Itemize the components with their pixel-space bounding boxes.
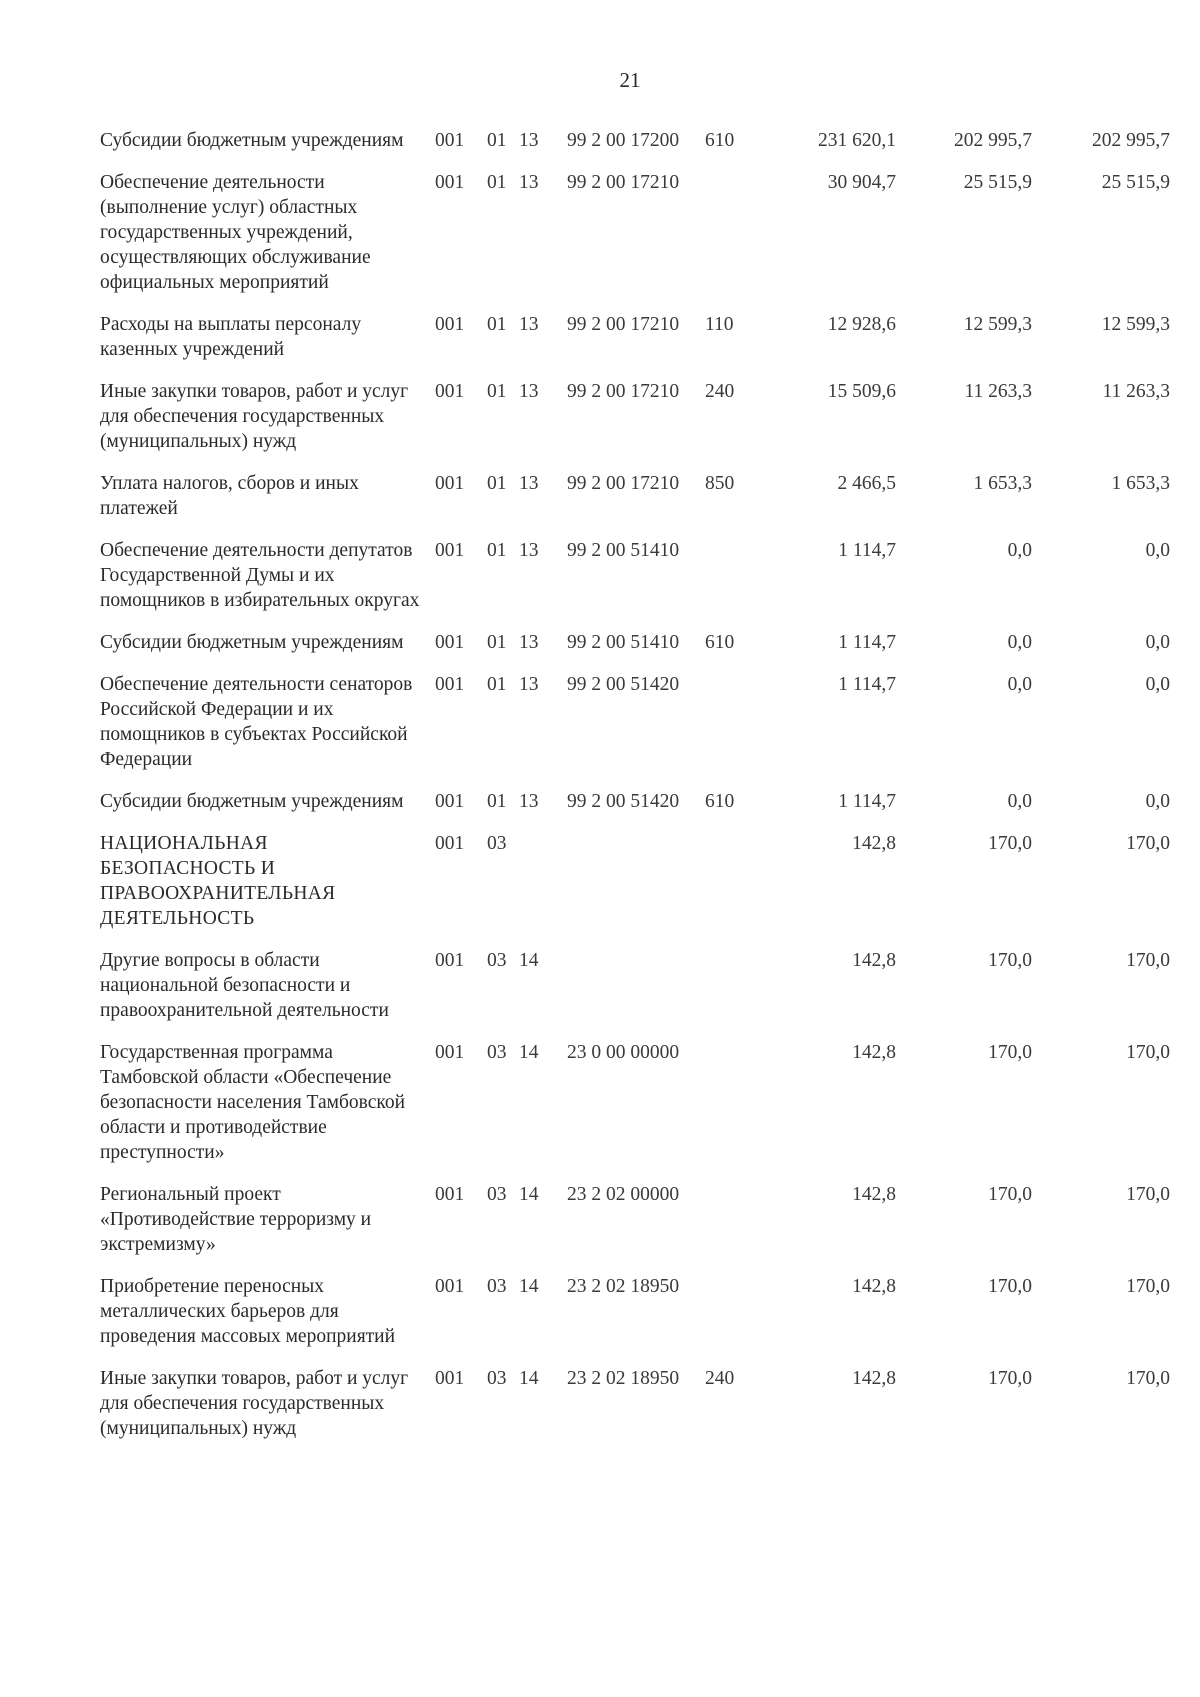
amount-year-3: 0,0	[1145, 674, 1170, 695]
table-row-section-heading	[100, 831, 1170, 948]
section-code: 01	[487, 674, 507, 695]
expense-type-code: 850	[705, 473, 735, 494]
expense-name: Субсидии бюджетным учреждениям	[100, 130, 404, 151]
subsection-code: 13	[519, 314, 539, 335]
amount-year-1: 231 620,1	[818, 130, 896, 151]
target-article-code: 23 0 00 00000	[567, 1042, 680, 1063]
amount-year-1: 12 928,6	[827, 314, 896, 335]
expense-type-code: 240	[705, 1368, 735, 1389]
target-article-code: 99 2 00 51410	[567, 540, 680, 561]
ministry-code: 001	[435, 540, 465, 561]
table-row	[100, 1366, 1170, 1458]
expense-type-code: 110	[705, 314, 734, 335]
ministry-code: 001	[435, 791, 465, 812]
amount-year-2: 170,0	[988, 833, 1032, 854]
target-article-code: 99 2 00 17210	[567, 314, 680, 335]
amount-year-1: 2 466,5	[837, 473, 896, 494]
section-code: 03	[487, 1184, 507, 1205]
subsection-code: 13	[519, 791, 539, 812]
amount-year-1: 1 114,7	[838, 540, 896, 561]
subsection-code: 13	[519, 172, 539, 193]
target-article-code	[567, 831, 705, 948]
table-row	[100, 471, 1170, 538]
expense-name: Обеспечение деятельности сенаторов Российской Федерации и их помощников в субъектах Российской Федерации	[100, 674, 413, 770]
amount-year-3: 170,0	[1126, 1368, 1170, 1389]
ministry-code: 001	[435, 473, 465, 494]
section-code: 01	[487, 540, 507, 561]
amount-year-1: 142,8	[852, 1276, 896, 1297]
amount-year-3: 170,0	[1126, 1184, 1170, 1205]
amount-year-1: 142,8	[852, 833, 896, 854]
target-article-code: 99 2 00 51420	[567, 791, 680, 812]
target-article-code: 99 2 00 17210	[567, 473, 680, 494]
table-row	[100, 1274, 1170, 1366]
amount-year-2: 12 599,3	[963, 314, 1032, 335]
subsection-code: 13	[519, 130, 539, 151]
amount-year-1: 15 509,6	[827, 381, 896, 402]
expense-name: Уплата налогов, сборов и иных платежей	[100, 473, 359, 519]
ministry-code: 001	[435, 1184, 465, 1205]
amount-year-3: 0,0	[1145, 791, 1170, 812]
expense-name: Иные закупки товаров, работ и услуг для обеспечения государственных (муниципальных) нужд	[100, 381, 409, 452]
table-row	[100, 379, 1170, 471]
expense-type-code	[705, 1182, 757, 1274]
subsection-code: 13	[519, 632, 539, 653]
subsection-code: 14	[519, 1184, 539, 1205]
expense-type-code: 610	[705, 791, 735, 812]
amount-year-2: 170,0	[988, 1184, 1032, 1205]
ministry-code: 001	[435, 172, 465, 193]
subsection-code: 13	[519, 674, 539, 695]
ministry-code: 001	[435, 1042, 465, 1063]
expense-name: Государственная программа Тамбовской области «Обеспечение безопасности населения Тамбовской области и противодействие преступности»	[100, 1042, 406, 1163]
amount-year-3: 170,0	[1126, 1042, 1170, 1063]
amount-year-2: 170,0	[988, 950, 1032, 971]
target-article-code: 23 2 02 18950	[567, 1368, 680, 1389]
table-row	[100, 128, 1170, 170]
section-code: 03	[487, 1368, 507, 1389]
amount-year-2: 11 263,3	[964, 381, 1032, 402]
amount-year-2: 0,0	[1007, 632, 1032, 653]
amount-year-3: 25 515,9	[1101, 172, 1170, 193]
section-code: 03	[487, 833, 507, 854]
table-row	[100, 312, 1170, 379]
ministry-code: 001	[435, 1368, 465, 1389]
amount-year-2: 170,0	[988, 1042, 1032, 1063]
amount-year-2: 202 995,7	[954, 130, 1032, 151]
target-article-code: 99 2 00 17210	[567, 172, 680, 193]
amount-year-2: 25 515,9	[963, 172, 1032, 193]
subsection-code: 14	[519, 950, 539, 971]
expense-name: НАЦИОНАЛЬНАЯ БЕЗОПАСНОСТЬ И ПРАВООХРАНИТЕЛЬНАЯ ДЕЯТЕЛЬНОСТЬ	[100, 833, 336, 929]
ministry-code: 001	[435, 632, 465, 653]
table-row	[100, 170, 1170, 312]
amount-year-2: 170,0	[988, 1368, 1032, 1389]
expense-type-code: 610	[705, 130, 735, 151]
expense-type-code	[705, 1274, 757, 1366]
amount-year-2: 0,0	[1007, 540, 1032, 561]
amount-year-3: 170,0	[1126, 1276, 1170, 1297]
expense-name: Субсидии бюджетным учреждениям	[100, 632, 404, 653]
section-code: 01	[487, 473, 507, 494]
budget-table	[100, 128, 1170, 1458]
section-code: 01	[487, 314, 507, 335]
subsection-code: 14	[519, 1042, 539, 1063]
expense-type-code: 240	[705, 381, 735, 402]
amount-year-3: 11 263,3	[1102, 381, 1170, 402]
expense-name: Субсидии бюджетным учреждениям	[100, 791, 404, 812]
table-row	[100, 1040, 1170, 1182]
subsection-code: 13	[519, 381, 539, 402]
amount-year-2: 0,0	[1007, 674, 1032, 695]
amount-year-2: 0,0	[1007, 791, 1032, 812]
expense-type-code	[705, 170, 757, 312]
amount-year-1: 30 904,7	[827, 172, 896, 193]
amount-year-1: 142,8	[852, 1042, 896, 1063]
expense-name: Другие вопросы в области национальной безопасности и правоохранительной деятельности	[100, 950, 389, 1021]
ministry-code: 001	[435, 381, 465, 402]
section-code: 01	[487, 130, 507, 151]
subsection-code: 13	[519, 540, 539, 561]
subsection-code: 14	[519, 1368, 539, 1389]
target-article-code: 23 2 02 18950	[567, 1276, 680, 1297]
amount-year-3: 1 653,3	[1111, 473, 1170, 494]
section-code: 01	[487, 381, 507, 402]
section-code: 03	[487, 1042, 507, 1063]
amount-year-2: 1 653,3	[973, 473, 1032, 494]
ministry-code: 001	[435, 1276, 465, 1297]
expense-type-code	[705, 948, 757, 1040]
target-article-code: 99 2 00 17200	[567, 130, 680, 151]
expense-type-code	[705, 672, 757, 789]
table-row	[100, 948, 1170, 1040]
expense-type-code	[705, 831, 757, 948]
amount-year-3: 12 599,3	[1101, 314, 1170, 335]
table-row	[100, 672, 1170, 789]
expense-name: Приобретение переносных металлических барьеров для проведения массовых мероприятий	[100, 1276, 396, 1347]
target-article-code: 99 2 00 51420	[567, 674, 680, 695]
amount-year-3: 170,0	[1126, 833, 1170, 854]
ministry-code: 001	[435, 314, 465, 335]
subsection-code: 14	[519, 1276, 539, 1297]
table-row	[100, 1182, 1170, 1274]
subsection-code	[519, 831, 567, 948]
amount-year-3: 0,0	[1145, 540, 1170, 561]
table-row	[100, 789, 1170, 831]
section-code: 01	[487, 791, 507, 812]
expense-name: Региональный проект «Противодействие терроризму и экстремизму»	[100, 1184, 372, 1255]
amount-year-3: 202 995,7	[1092, 130, 1170, 151]
section-code: 01	[487, 632, 507, 653]
section-code: 03	[487, 1276, 507, 1297]
amount-year-1: 1 114,7	[838, 791, 896, 812]
expense-type-code: 610	[705, 632, 735, 653]
page-number: 21	[619, 68, 641, 92]
target-article-code	[567, 948, 705, 1040]
amount-year-1: 142,8	[852, 1184, 896, 1205]
target-article-code: 99 2 00 51410	[567, 632, 680, 653]
expense-name: Расходы на выплаты персоналу казенных учреждений	[100, 314, 362, 360]
amount-year-1: 1 114,7	[838, 632, 896, 653]
expense-name: Иные закупки товаров, работ и услуг для обеспечения государственных (муниципальных) нужд	[100, 1368, 409, 1439]
amount-year-1: 142,8	[852, 1368, 896, 1389]
ministry-code: 001	[435, 674, 465, 695]
amount-year-1: 142,8	[852, 950, 896, 971]
table-row	[100, 538, 1170, 630]
ministry-code: 001	[435, 833, 465, 854]
target-article-code: 23 2 02 00000	[567, 1184, 680, 1205]
target-article-code: 99 2 00 17210	[567, 381, 680, 402]
expense-type-code	[705, 1040, 757, 1182]
expense-type-code	[705, 538, 757, 630]
budget-table-body	[100, 128, 1170, 1458]
table-row	[100, 630, 1170, 672]
expense-name: Обеспечение деятельности депутатов Государственной Думы и их помощников в избирательных округах	[100, 540, 420, 611]
amount-year-2: 170,0	[988, 1276, 1032, 1297]
subsection-code: 13	[519, 473, 539, 494]
ministry-code: 001	[435, 130, 465, 151]
ministry-code: 001	[435, 950, 465, 971]
section-code: 01	[487, 172, 507, 193]
amount-year-3: 0,0	[1145, 632, 1170, 653]
amount-year-3: 170,0	[1126, 950, 1170, 971]
amount-year-1: 1 114,7	[838, 674, 896, 695]
section-code: 03	[487, 950, 507, 971]
expense-name: Обеспечение деятельности (выполнение услуг) областных государственных учреждений, осуществляющих обслуживание официальных мероприятий	[100, 172, 371, 293]
